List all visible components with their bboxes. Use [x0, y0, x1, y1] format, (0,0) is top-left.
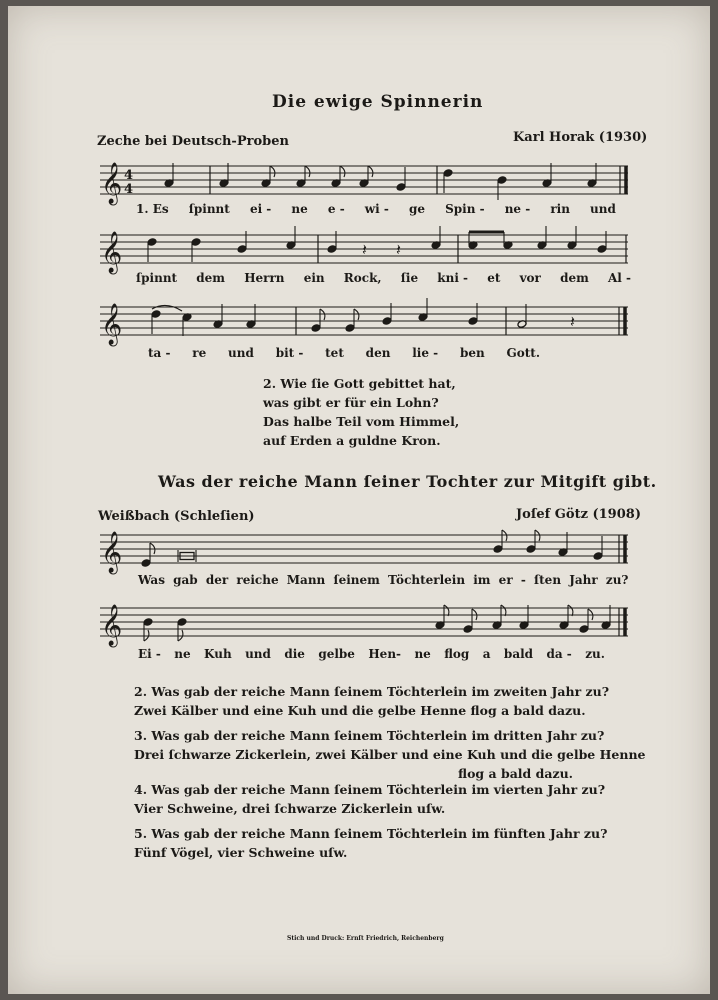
song2-composer: Joſef Götz (1908)	[516, 507, 641, 522]
syllable: ſie	[400, 271, 419, 285]
syllable: ne	[414, 647, 431, 661]
song2-stanza-5	[134, 824, 607, 862]
syllable: kni -	[437, 271, 469, 285]
syllable: und	[228, 346, 254, 360]
song1-staff-1	[100, 162, 630, 202]
quarter-rest-icon: 𝄽	[396, 240, 401, 259]
treble-clef-icon: 𝄞	[101, 163, 123, 204]
song2-staff-1	[100, 531, 630, 571]
printer-footer: Stich und Druck: Ernſt Friedrich, Reichenberg	[287, 935, 444, 942]
stanza-line: Zwei Kälber und eine Kuh und die gelbe Henne flog a bald dazu.	[134, 703, 586, 718]
syllable: den	[365, 346, 391, 360]
song1-lyrics-1	[136, 202, 616, 216]
treble-clef-icon: 𝄞	[101, 532, 123, 573]
song1-composer: Karl Horak (1930)	[513, 130, 648, 145]
syllable: die	[284, 647, 305, 661]
syllable: a	[482, 647, 491, 661]
time-sig-top: 4	[124, 168, 134, 183]
syllable: gelbe	[318, 647, 355, 661]
syllable: et	[487, 271, 501, 285]
time-sig-bottom: 4	[124, 182, 134, 197]
syllable: Hen-	[368, 647, 402, 661]
syllable: Herrn	[244, 271, 285, 285]
syllable: vor	[519, 271, 541, 285]
syllable: Rock,	[343, 271, 382, 285]
syllable: dem	[560, 271, 589, 285]
song2-stanza-3	[134, 726, 646, 783]
song2-lyrics-2	[138, 647, 605, 661]
song2-title: Was der reiche Mann ſeiner Tochter zur Mitgift gibt.	[158, 472, 657, 491]
song2-source: Weißbach (Schleſien)	[98, 509, 255, 524]
song2-staff-2	[100, 604, 630, 644]
syllable: ben	[459, 346, 485, 360]
stanza-line: 3. Was gab der reiche Mann ſeinem Töchterlein im dritten Jahr zu?	[134, 728, 605, 743]
syllable: wi -	[364, 202, 389, 216]
stanza-line: Vier Schweine, drei ſchwarze Zickerlein uſw.	[134, 801, 446, 816]
syllable: dem	[196, 271, 226, 285]
stanza-line: 5. Was gab der reiche Mann ſeinem Töchterlein im fünften Jahr zu?	[134, 826, 608, 841]
syllable: ne	[291, 202, 308, 216]
syllable: Gott.	[506, 346, 540, 360]
syllable: ſpinnt	[136, 271, 178, 285]
syllable: zu.	[585, 647, 605, 661]
stanza-line: 4. Was gab der reiche Mann ſeinem Töchterlein im vierten Jahr zu?	[134, 782, 606, 797]
syllable: rin	[550, 202, 570, 216]
song1-staff-3	[100, 303, 630, 343]
syllable: ei -	[249, 202, 272, 216]
sheet	[8, 6, 710, 994]
syllable: Kuh	[204, 647, 232, 661]
syllable: Al -	[607, 271, 631, 285]
syllable: und	[245, 647, 271, 661]
treble-clef-icon: 𝄞	[101, 232, 123, 273]
song2-lyrics-1: Was gab der reiche Mann ſeinem Töchterlein im er - ſten Jahr zu?	[138, 573, 629, 587]
syllable: und	[590, 202, 616, 216]
syllable: flog	[444, 647, 470, 661]
song1-staff-2	[100, 231, 630, 271]
stanza-line: flog a bald dazu.	[458, 766, 574, 781]
syllable: ſpinnt	[188, 202, 230, 216]
stanza-line: 2. Wie ſie Gott gebittet hat,	[263, 376, 456, 391]
stanza-line: 2. Was gab der reiche Mann ſeinem Töchterlein im zweiten Jahr zu?	[134, 684, 610, 699]
treble-clef-icon: 𝄞	[101, 304, 123, 345]
stanza-line: Das halbe Teil vom Himmel,	[263, 414, 460, 429]
syllable: ne -	[504, 202, 531, 216]
stanza-line: Fünf Vögel, vier Schweine uſw.	[134, 845, 348, 860]
stanza-line: Drei ſchwarze Zickerlein, zwei Kälber und eine Kuh und die gelbe Henne	[134, 747, 646, 762]
syllable: Spin -	[445, 202, 485, 216]
stanza-line: auf Erden a guldne Kron.	[263, 433, 441, 448]
syllable: 1. Es	[136, 202, 169, 216]
song1-source: Zeche bei Deutsch-Proben	[97, 134, 289, 149]
syllable: Ei -	[138, 647, 161, 661]
syllable: ta -	[148, 346, 171, 360]
syllable: ne	[174, 647, 191, 661]
song1-stanza-2	[263, 374, 459, 450]
syllable: da -	[546, 647, 572, 661]
song2-stanza-4	[134, 780, 605, 818]
syllable: bit -	[275, 346, 304, 360]
treble-clef-icon: 𝄞	[101, 605, 123, 646]
syllable: ge	[408, 202, 425, 216]
song1-lyrics-2	[136, 271, 631, 285]
syllable: ein	[303, 271, 325, 285]
syllable: tet	[325, 346, 344, 360]
syllable: e -	[327, 202, 345, 216]
syllable: lie -	[412, 346, 439, 360]
song1-lyrics-3	[148, 346, 540, 360]
syllable: bald	[503, 647, 534, 661]
quarter-rest-icon: 𝄽	[362, 240, 367, 259]
song2-stanza-2	[134, 682, 609, 720]
syllable: re	[192, 346, 207, 360]
quarter-rest-icon: 𝄽	[570, 312, 575, 331]
stanza-line: was gibt er für ein Lohn?	[263, 395, 439, 410]
song1-title: Die ewige Spinnerin	[272, 92, 484, 112]
